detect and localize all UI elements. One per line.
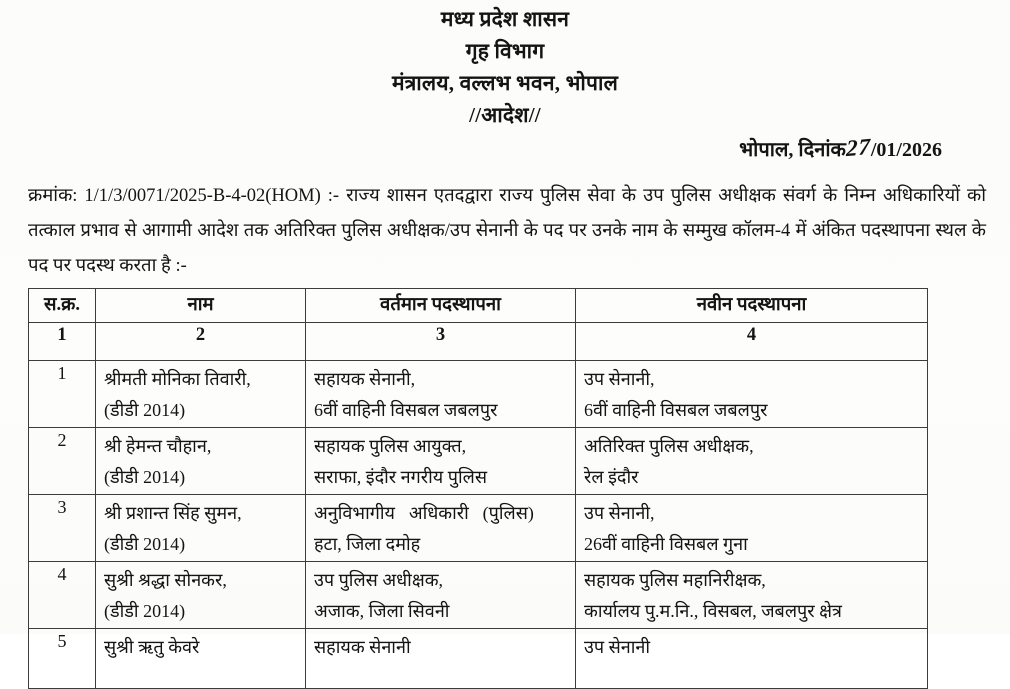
row-officer-name: सुश्री श्रद्धा सोनकर, (डीडी 2014) [96, 562, 306, 629]
row-new-posting: उप सेनानी, 26वीं वाहिनी विसबल गुना [576, 495, 928, 562]
row-serial-number: 3 [29, 495, 96, 562]
table-header-row [29, 289, 928, 323]
table-row [29, 562, 928, 629]
row-serial-number: 5 [29, 629, 96, 689]
table-column-number-row [29, 323, 928, 361]
row-officer-name: सुश्री ऋतु केवरे [96, 629, 306, 689]
order-paragraph: क्रमांक: 1/1/3/0071/2025-B-4-02(HOM) :- राज्य शासन एतदद्वारा राज्य पुलिस सेवा के उप पुलिस अधीक्षक संवर्ग के निम्न अधिकारियों को तत्काल प्रभाव से आगामी आदेश तक अतिरिक्त पुलिस अधीक्षक/उप सेनानी के पद पर उनके नाम के सम्मुख कॉलम-4 में अंकित पदस्थापना स्थल के पद पर पदस्थ करता है :- [28, 186, 986, 276]
row-new-posting: अतिरिक्त पुलिस अधीक्षक, रेल इंदौर [576, 428, 928, 495]
row-officer-name: श्रीमती मोनिका तिवारी, (डीडी 2014) [96, 361, 306, 428]
row-new-posting: उप सेनानी [576, 629, 928, 689]
table-row [29, 361, 928, 428]
row-current-posting: सहायक सेनानी, 6वीं वाहिनी विसबल जबलपुर [306, 361, 576, 428]
row-officer-name: श्री प्रशान्त सिंह सुमन, (डीडी 2014) [96, 495, 306, 562]
table-row [29, 629, 928, 689]
column-number-2: 2 [96, 323, 306, 361]
row-serial-number: 2 [29, 428, 96, 495]
table-row [29, 495, 928, 562]
header-department-name: गृह विभाग [465, 39, 545, 63]
row-new-posting: सहायक पुलिस महानिरीक्षक, कार्यालय पु.म.नि., विसबल, जबलपुर क्षेत्र [576, 562, 928, 629]
row-serial-number: 1 [29, 361, 96, 428]
row-current-posting: सहायक सेनानी [306, 629, 576, 689]
column-number-3: 3 [306, 323, 576, 361]
posting-table [28, 288, 928, 689]
header-office-address: मंत्रालय, वल्लभ भवन, भोपाल [391, 71, 619, 95]
row-officer-name: श्री हेमन्त चौहान, (डीडी 2014) [96, 428, 306, 495]
header-name: नाम [96, 289, 306, 323]
dateline-rest: /01/2026 [870, 139, 942, 161]
header-serial-number: स.क्र. [29, 289, 96, 323]
dateline-prefix: भोपाल, दिनांक [739, 139, 846, 161]
header-new-posting: नवीन पदस्थापना [576, 289, 928, 323]
header-current-posting: वर्तमान पदस्थापना [306, 289, 576, 323]
header-order-title: //आदेश// [469, 103, 541, 127]
dateline [739, 135, 942, 162]
dateline-handwritten-day: 27 [845, 133, 872, 162]
header-government-name: मध्य प्रदेश शासन [440, 7, 570, 31]
row-new-posting: उप सेनानी, 6वीं वाहिनी विसबल जबलपुर [576, 361, 928, 428]
document-header [0, 0, 1010, 128]
row-current-posting: उप पुलिस अधीक्षक, अजाक, जिला सिवनी [306, 562, 576, 629]
row-current-posting: सहायक पुलिस आयुक्त, सराफा, इंदौर नगरीय पुलिस [306, 428, 576, 495]
table-row [29, 428, 928, 495]
column-number-4: 4 [576, 323, 928, 361]
row-current-posting: अनुविभागीय अधिकारी (पुलिस) हटा, जिला दमोह [306, 495, 576, 562]
column-number-1: 1 [29, 323, 96, 361]
row-serial-number: 4 [29, 562, 96, 629]
